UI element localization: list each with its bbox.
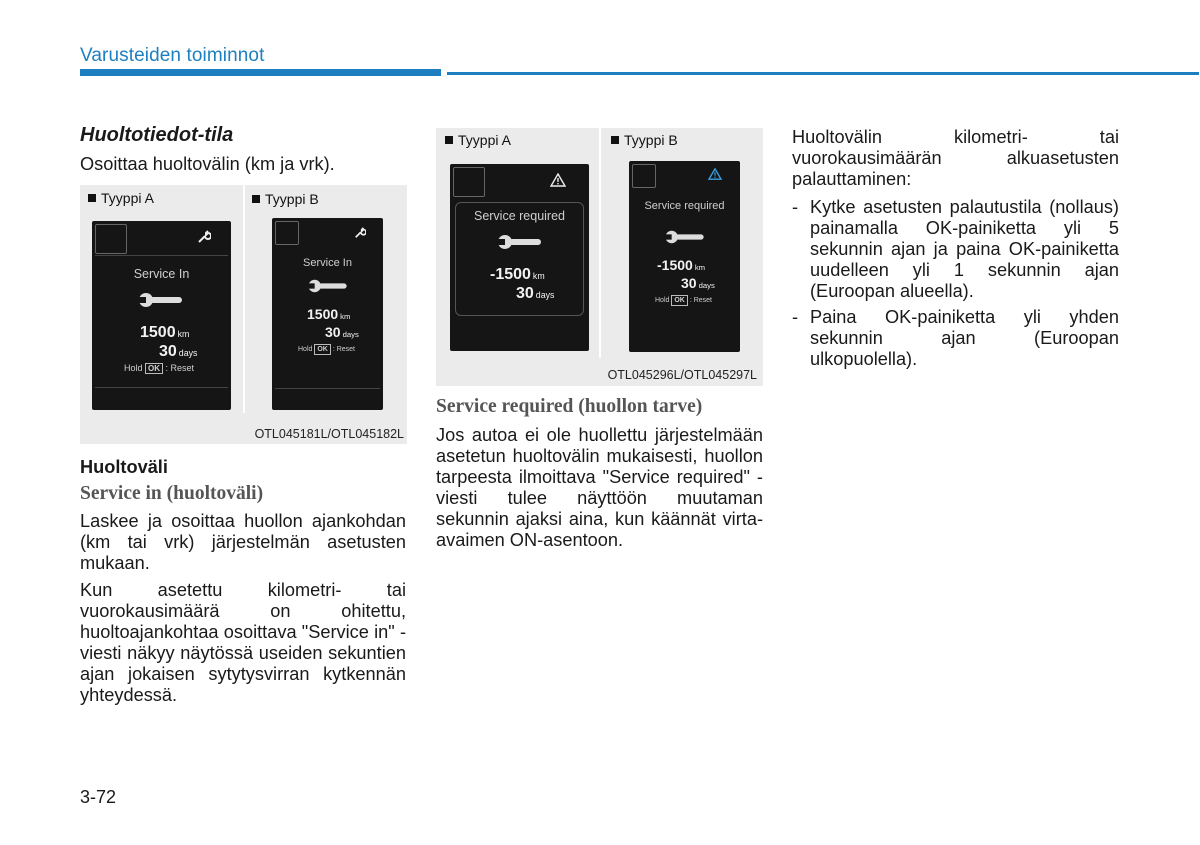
list-item: - Paina OK-painiketta yli yhden sekunnin ajan (Euroopan ulkopuolella). [792, 307, 1119, 369]
screen-corner-box [453, 167, 485, 197]
screen-title: Service required [644, 200, 725, 212]
warning-triangle-icon [708, 167, 722, 185]
paragraph-service-in-1: Laskee ja osoittaa huollon ajankohdan (km tai vrk) järjestelmän asetusten mukaan. [80, 511, 406, 573]
screen-divider [95, 387, 228, 388]
km-readout: 1500 km [140, 324, 190, 341]
list-item: - Kytke asetusten palautustila (nollaus) painamalla OK-painiketta yli 5 sekunnin ajan ja paina OK-painiketta uudelleen yli 1 sekunnin ajan (Euroopan alueella). [792, 197, 1119, 301]
page-number: 3-72 [80, 787, 117, 807]
warning-triangle-icon [550, 173, 566, 192]
screen-corner-box [632, 164, 656, 188]
screen-corner-box [275, 221, 299, 245]
paragraph-service-required: Jos autoa ei ole huollettu järjestelmään asetetun huoltovälin mukaisesti, huollon tarpeesta ilmoittava "Service required" -viesti tulee näyttöön muutaman sekunnin ajaksi aina, kun käännät virta-avaimen ON-asentoon. [436, 425, 763, 550]
subheading-huoltovali: Huoltoväli [80, 457, 168, 477]
section-title: Varusteiden toiminnot [80, 45, 265, 66]
days-readout: 30 days [516, 285, 555, 302]
intro-text: Osoittaa huoltovälin (km ja vrk). [80, 154, 335, 174]
cluster-screen-type-b [629, 161, 740, 352]
wrench-icon [307, 278, 349, 299]
screen-title: Service In [133, 267, 190, 281]
type-a-label: Tyyppi A [88, 190, 154, 206]
hold-reset-text: Hold OK : Reset [655, 297, 712, 304]
days-readout: 30 days [681, 275, 715, 291]
header-bar-right [447, 72, 1199, 75]
wrench-icon [138, 291, 184, 314]
header-bar-left [80, 69, 441, 76]
screen-title: Service In [303, 257, 352, 269]
wrench-icon [664, 229, 706, 250]
wrench-icon [197, 230, 211, 249]
km-readout: 1500 km [307, 306, 351, 322]
cluster-screen-type-a [450, 164, 589, 351]
figure-code: OTL045296L/OTL045297L [607, 368, 757, 382]
figure-divider [243, 185, 245, 413]
figure-divider [599, 128, 601, 358]
screen-title: Service required [473, 209, 565, 223]
reset-intro-text: Huoltovälin kilometri- tai vuorokausimäärän alkuasetusten palauttaminen: [792, 127, 1119, 189]
hold-reset-text: Hold OK : Reset [124, 363, 195, 373]
hold-reset-text: Hold OK : Reset [298, 346, 355, 353]
figure-service-in [80, 185, 407, 444]
km-readout: -1500 km [490, 266, 545, 283]
screen-divider [95, 255, 228, 256]
cluster-screen-type-b [272, 218, 383, 410]
screen-corner-box [95, 224, 127, 254]
heading-service-required: Service required (huollon tarve) [436, 396, 703, 417]
subheading-service-in: Service in (huoltoväli) [80, 483, 264, 504]
cluster-screen-type-a [92, 221, 231, 410]
figure-code: OTL045181L/OTL045182L [254, 427, 404, 441]
days-readout: 30 days [325, 324, 359, 340]
type-b-label: Tyyppi B [252, 191, 319, 207]
figure-service-required [436, 128, 763, 386]
screen-divider [275, 388, 380, 389]
type-a-label: Tyyppi A [445, 132, 511, 148]
wrench-icon [354, 226, 366, 244]
days-readout: 30 days [159, 343, 198, 360]
km-readout: -1500 km [657, 257, 706, 273]
heading-huoltotiedot: Huoltotiedot-tila [80, 124, 234, 146]
paragraph-service-in-2: Kun asetettu kilometri- tai vuorokausimäärä on ohitettu, huoltoajankohtaa osoittava "Service in" -viesti näkyy näytössä useiden sekuntien ajan jokaisen sytytysvirran kytkennän yhteydessä. [80, 580, 406, 705]
wrench-icon [497, 233, 543, 256]
reset-steps-list [792, 197, 1119, 375]
type-b-label: Tyyppi B [611, 132, 678, 148]
